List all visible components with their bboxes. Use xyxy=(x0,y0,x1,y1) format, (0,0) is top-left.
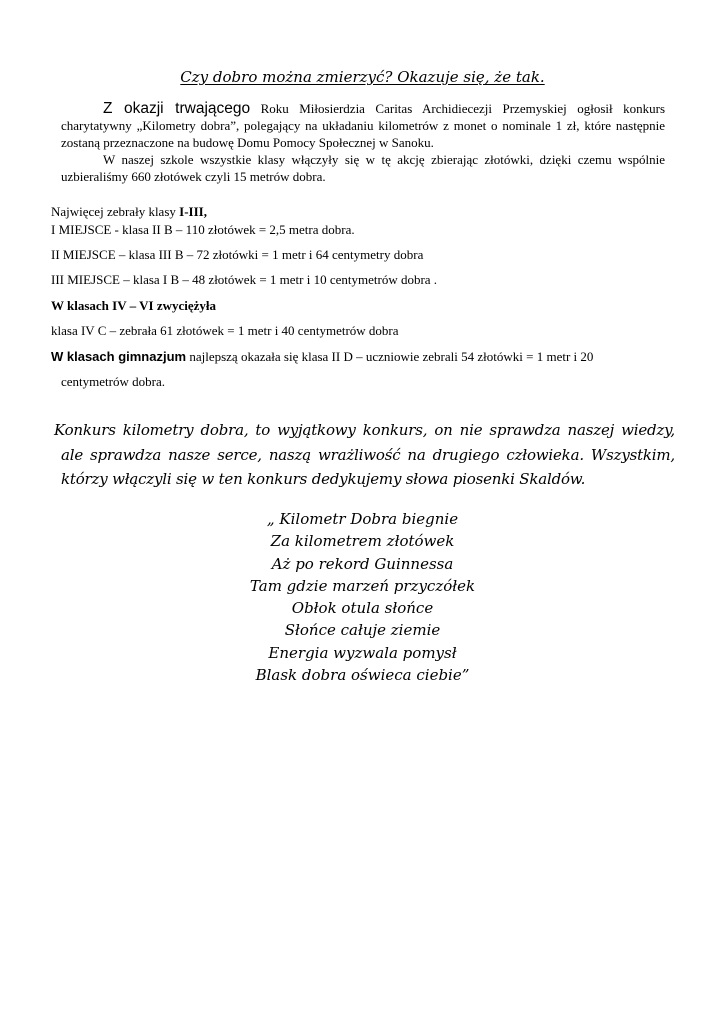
poem-line: Za kilometrem złotówek xyxy=(270,532,455,551)
poem-line: Słońce całuje ziemie xyxy=(284,621,441,640)
konkurs-paragraph: Konkurs kilometry dobra, to wyjątkowy konkurs, on nie sprawdza naszej wiedzy, ale sprawdza nasze serce, naszą wrażliwość na drugiego człowieka. Wszystkim, którzy włączyli się w ten konkurs dedykujemy słowa piosenki Skaldów. xyxy=(54,421,675,488)
poem xyxy=(0,508,725,686)
intro-paragraph-2: W naszej szkole wszystkie klasy włączyły się w tę akcję zbierając złotówki, dzięki czemu wspólnie uzbieraliśmy 660 złotówek czyli 15 metrów dobra. xyxy=(61,152,665,184)
result-place-3: III MIEJSCE – klasa I B – 48 złotówek = 1 metr i 10 centymetrów dobra . xyxy=(51,272,438,287)
poem-line: „ Kilometr Dobra biegnie xyxy=(266,510,459,528)
poem-line: Blask dobra oświeca ciebie” xyxy=(255,666,470,685)
poem-line: Obłok otula słońce xyxy=(291,599,434,618)
intro-paragraph-1 xyxy=(61,100,665,151)
result-place-2: II MIEJSCE – klasa III B – 72 złotówki = 1 metr i 64 centymetry dobra xyxy=(51,247,424,262)
gym-label: W klasach gimnazjum xyxy=(51,349,187,364)
result-place-1: I MIEJSCE - klasa II B – 110 złotówek = 2,5 metra dobra. xyxy=(51,222,355,237)
document-title: Czy dobro można zmierzyć? Okazuje się, że tak. xyxy=(180,68,545,86)
intro-text: Roku Miłosierdzia Caritas Archidiecezji Przemyskiej ogłosił konkurs charytatywny „Kilometry dobra”, polegający na układaniu kilometrów z monet o nominale 1 zł, które następnie zostaną przeznaczone na budowę Domu Pomocy Społecznej w Sanoku. xyxy=(61,101,665,150)
results-header xyxy=(51,204,207,220)
poem-line: Tam gdzie marzeń przyczółek xyxy=(249,576,476,595)
intro-lead: Z okazji trwającego xyxy=(103,100,251,117)
results-header-bold: I-III, xyxy=(179,204,207,219)
gym-result-continued: centymetrów dobra. xyxy=(61,374,165,389)
gym-result xyxy=(51,349,593,365)
poem-line: Energia wyzwala pomysł xyxy=(268,643,457,662)
gym-text: najlepszą okazała się klasa II D – uczniowie zebrali 54 złotówki = 1 metr i 20 xyxy=(186,349,594,364)
group2-header-text: W klasach IV – VI zwyciężyła xyxy=(51,298,217,313)
group2-result: klasa IV C – zebrała 61 złotówek = 1 metr i 40 centymetrów dobra xyxy=(51,323,399,338)
intro-section xyxy=(61,100,665,185)
group2-header xyxy=(51,298,216,314)
results-header-text: Najwięcej zebrały klasy xyxy=(51,204,180,219)
poem-line: Aż po rekord Guinnessa xyxy=(271,554,454,573)
